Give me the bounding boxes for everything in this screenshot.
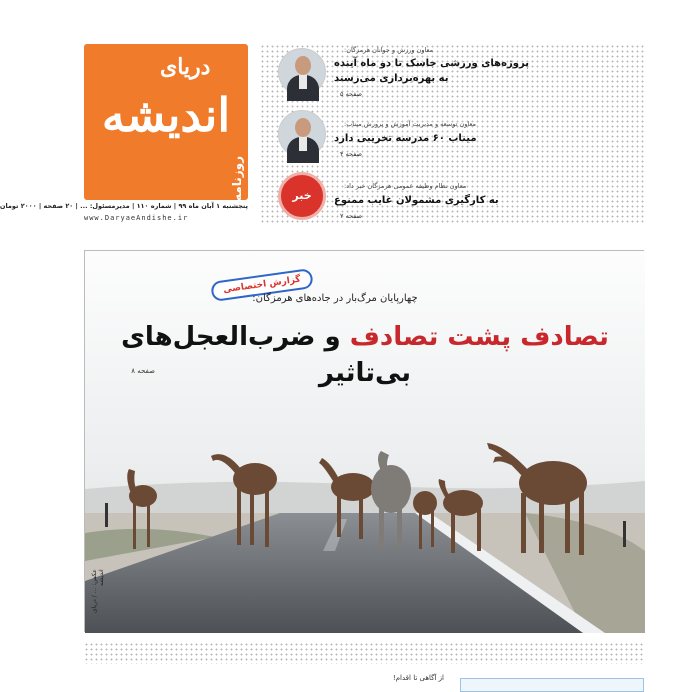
lead-story-headline[interactable]: [105, 319, 625, 391]
exclusive-report-badge: گزارش اختصاصی: [210, 268, 314, 302]
teaser-page-ref: صفحه ۵: [340, 90, 363, 98]
teaser-item[interactable]: [260, 106, 644, 164]
teaser-subtitle: معاون نظام وظیفه عمومی هرمزگان خبر داد:: [344, 182, 467, 190]
headline-black-part: و ضرب‌العجل‌های بی‌تاثیر: [121, 322, 412, 388]
logo-daryae-text: دریای: [160, 54, 211, 80]
headline-red-part: تصادف پشت تصادف: [349, 322, 609, 352]
bottom-snippet[interactable]: از آگاهی تا اقدام!: [392, 674, 444, 682]
bottom-dot-divider: [84, 642, 644, 664]
teaser-headline: به کارگیری مشمولان غایب ممنوع: [334, 195, 499, 206]
teaser-item[interactable]: [260, 168, 644, 226]
website-link[interactable]: www.DaryaeAndishe.ir: [84, 214, 189, 222]
teaser-item[interactable]: [260, 44, 644, 102]
teaser-subtitle: معاون توسعه و مدیریت آموزش و پرورش میناب:: [344, 120, 476, 128]
teaser-headline: پروژه‌های ورزشی جاسک تا دو ماه آینده: [334, 58, 529, 69]
teaser-page-ref: صفحه ۲: [340, 212, 363, 220]
bottom-advert-box[interactable]: [460, 678, 644, 692]
lead-story-photo[interactable]: [84, 250, 644, 632]
issue-dateline: پنجشنبه ۱ آبان ماه ۹۹ | شماره ۱۱۰ | مدیرمسئول: ... | ۲۰ صفحه | ۲۰۰۰ تومان: [0, 202, 248, 210]
teaser-headline-line2: به بهره‌برداری می‌رسند: [334, 73, 449, 84]
lead-story-kicker: چهارپایان مرگ‌بار در جاده‌های هرمزگان:: [252, 293, 418, 304]
lead-story-page-ref: صفحه ۸: [131, 367, 155, 375]
logo-roozname-text: روزنامه: [230, 156, 244, 201]
masthead-logo: [84, 44, 248, 200]
logo-andishe-text: اندیشه: [101, 88, 231, 142]
teaser-subtitle: معاون ورزش و جوانان هرمزگان:: [344, 46, 434, 54]
news-badge-icon: [278, 172, 326, 220]
person-photo-icon: [278, 110, 326, 158]
teaser-headline: میناب ۶۰ مدرسه تخریبی دارد: [334, 133, 477, 144]
teaser-panel: [260, 44, 644, 224]
news-badge-label: خبر: [292, 189, 312, 202]
teaser-page-ref: صفحه ۴: [340, 150, 363, 158]
person-photo-icon: [278, 48, 326, 96]
camels-on-road-photo: [85, 251, 645, 633]
photo-credit: عکس: ... / دریای اندیشه: [91, 569, 105, 613]
